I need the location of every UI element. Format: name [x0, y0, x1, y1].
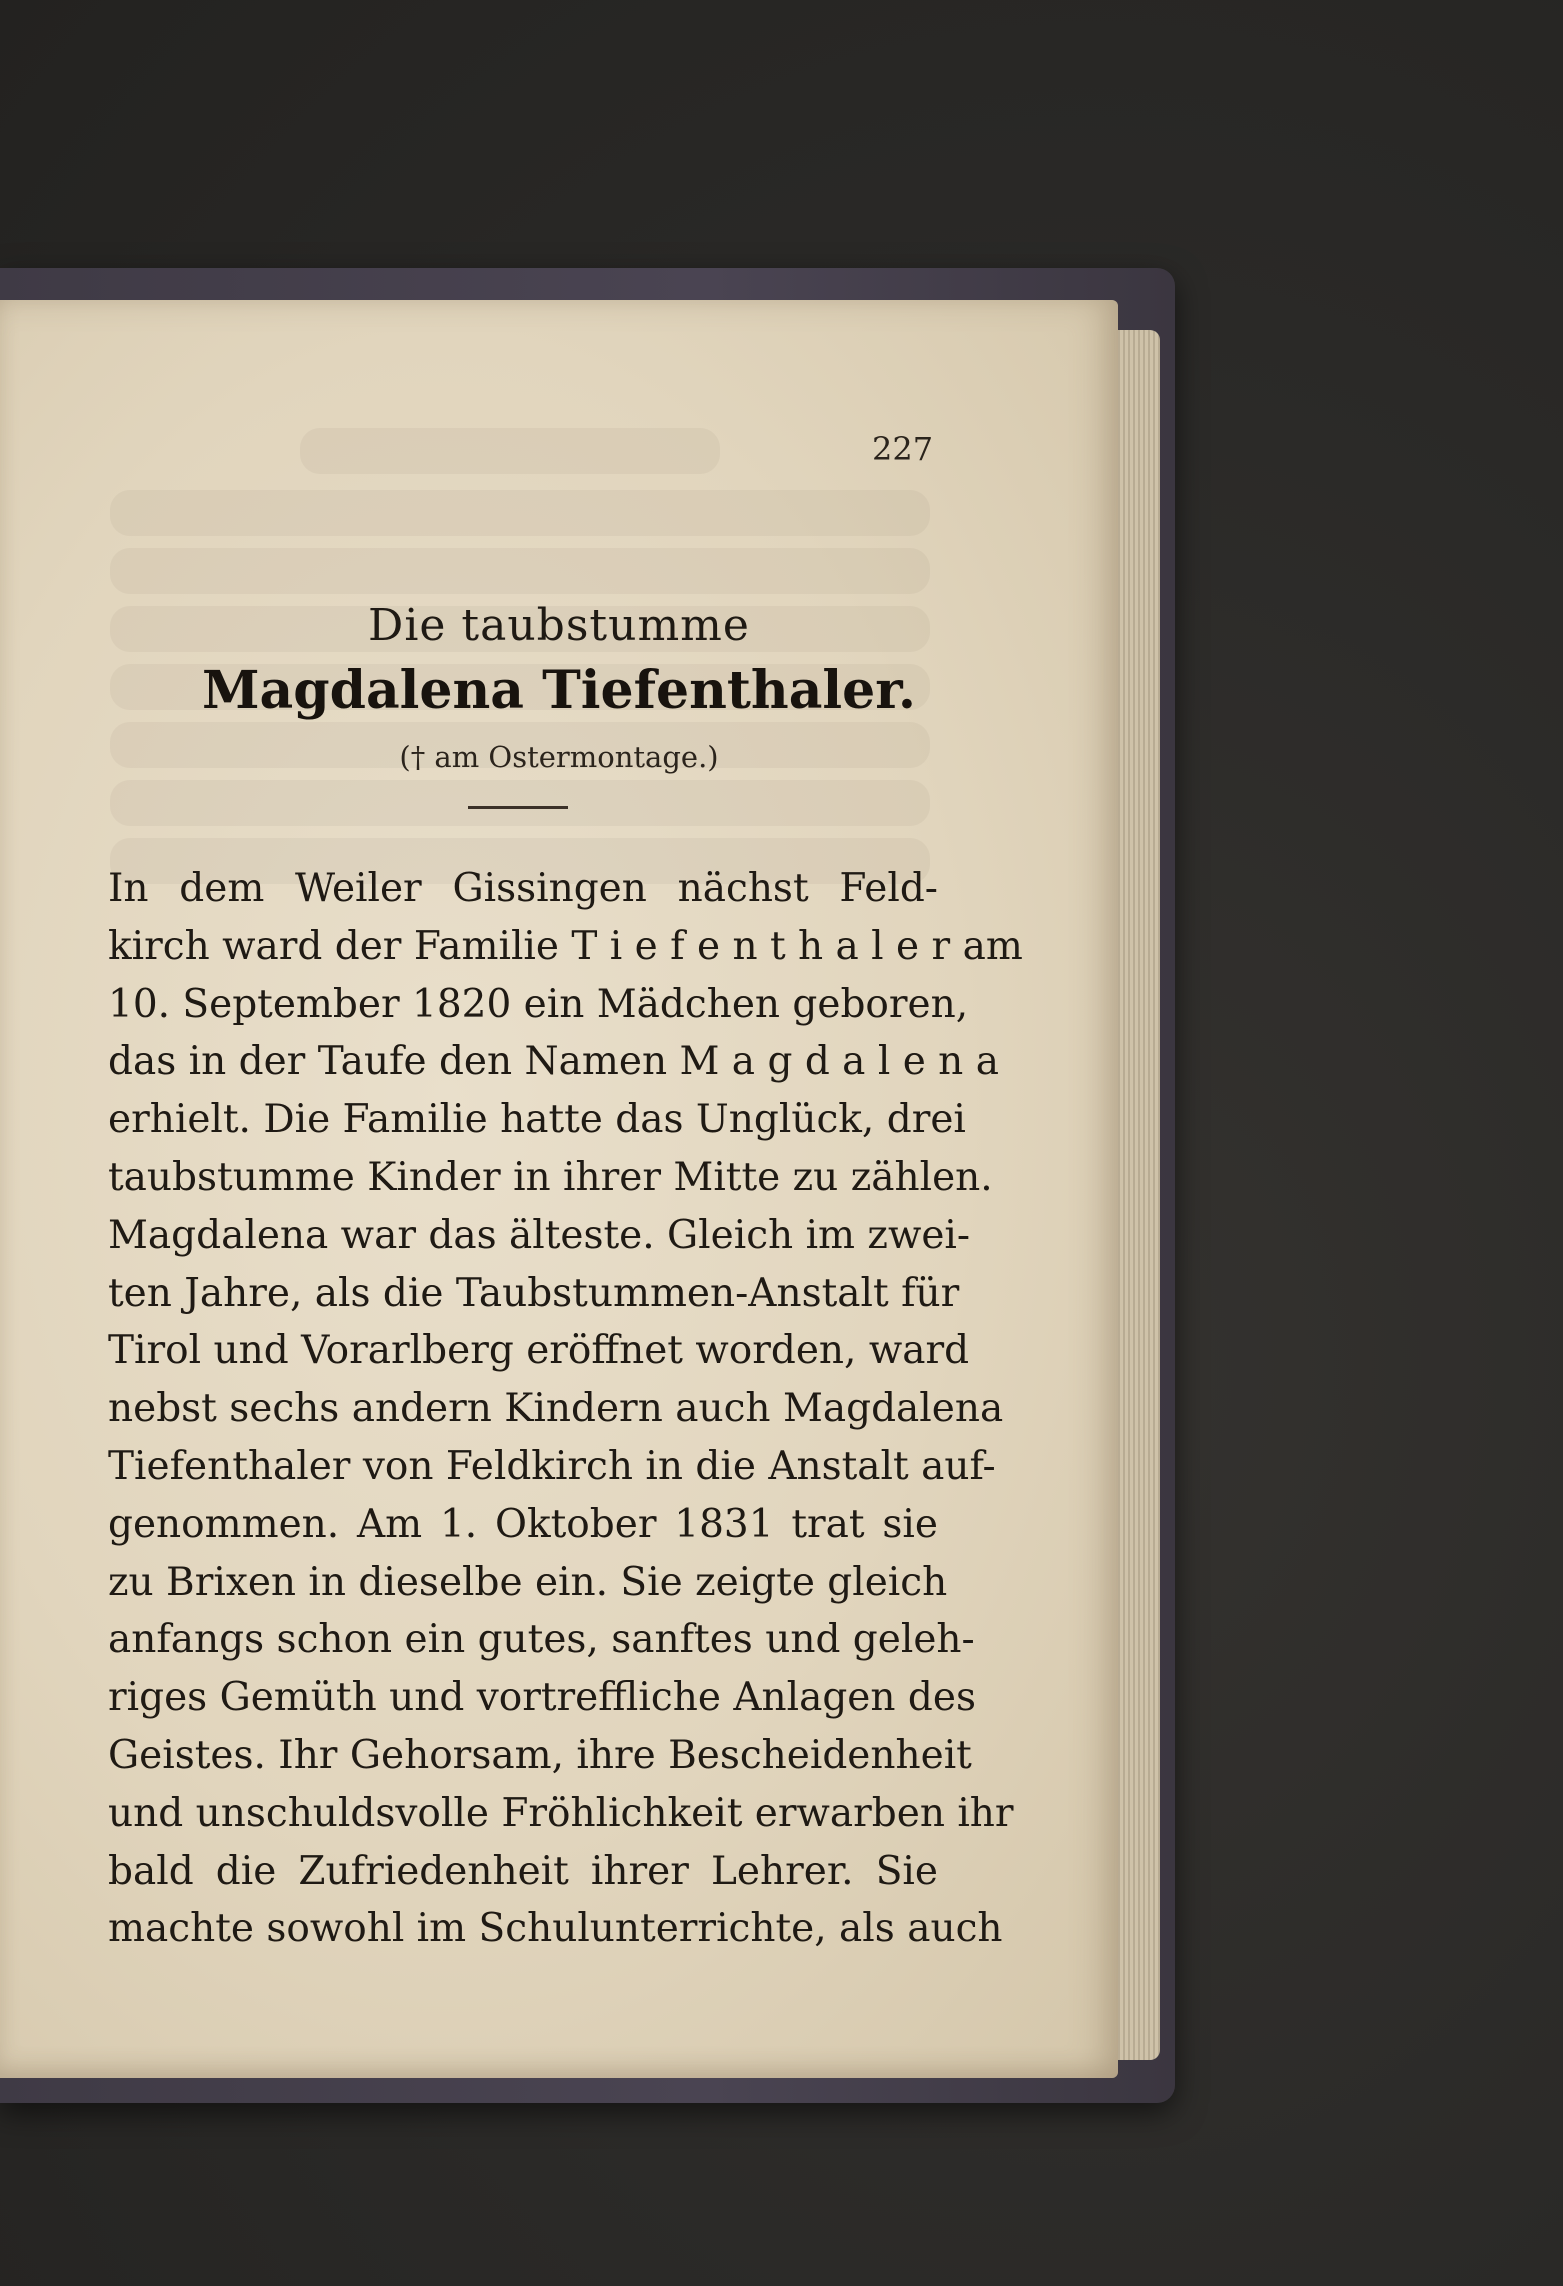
- text-line: das in der Taufe den Namen M a g d a l e n a: [108, 1039, 999, 1085]
- text-line: 10. September 1820 ein Mädchen geboren,: [108, 981, 969, 1027]
- text-line: bald die Zufriedenheit ihrer Lehrer. Sie: [108, 1848, 938, 1894]
- text-line: taubstumme Kinder in ihrer Mitte zu zählen.: [108, 1154, 993, 1200]
- page-number: 227: [872, 430, 934, 468]
- text-line: erhielt. Die Familie hatte das Unglück, drei: [108, 1097, 966, 1143]
- book-page: [0, 300, 1118, 2078]
- chapter-title-line-1: Die taubstumme: [368, 600, 750, 651]
- title-rule: [468, 806, 568, 809]
- chapter-subtitle: († am Ostermontage.): [399, 740, 719, 774]
- body-text: [108, 860, 1023, 1958]
- text-line: zu Brixen in dieselbe ein. Sie zeigte gleich: [108, 1559, 948, 1605]
- chapter-title-line-2: Magdalena Tiefenthaler.: [202, 660, 916, 721]
- text-line: kirch ward der Familie T i e f e n t h a l e r am: [108, 923, 1023, 969]
- text-line: riges Gemüth und vortreffliche Anlagen des: [108, 1675, 976, 1721]
- text-line: Tirol und Vorarlberg eröffnet worden, ward: [108, 1328, 970, 1374]
- text-line: nebst sechs andern Kindern auch Magdalena: [108, 1386, 1004, 1432]
- text-line: und unschuldsvolle Fröhlichkeit erwarben ihr: [108, 1790, 1014, 1836]
- text-line: ten Jahre, als die Taubstummen-Anstalt für: [108, 1270, 960, 1316]
- text-line: genommen. Am 1. Oktober 1831 trat sie: [108, 1501, 938, 1547]
- text-line: In dem Weiler Gissingen nächst Feld-: [108, 866, 938, 911]
- text-line: machte sowohl im Schulunterrichte, als auch: [108, 1906, 1003, 1952]
- text-line: Tiefenthaler von Feldkirch in die Anstalt auf-: [108, 1443, 996, 1489]
- text-line: Geistes. Ihr Gehorsam, ihre Bescheidenheit: [108, 1732, 972, 1778]
- text-line: anfangs schon ein gutes, sanftes und geleh-: [108, 1617, 975, 1663]
- text-line: Magdalena war das älteste. Gleich im zwei-: [108, 1212, 971, 1258]
